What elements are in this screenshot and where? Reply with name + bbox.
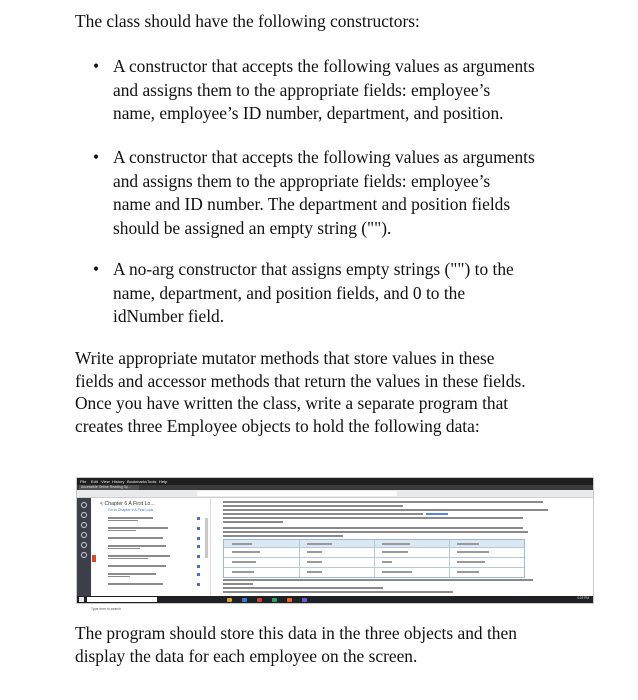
browser-toolbar: [77, 490, 593, 498]
bullet-line: idNumber field.: [113, 306, 225, 326]
toc-link: Go to Chapter 6 A First Look: [108, 508, 154, 512]
bullet-line: A constructor that accepts the following values as arguments: [113, 147, 535, 167]
bullet-line: name, employee’s ID number, department, and position.: [113, 103, 504, 123]
menu-item: Help: [159, 479, 168, 484]
text-line: [223, 591, 453, 593]
toc-entry: [102, 516, 202, 522]
menu-item: View: [101, 479, 110, 484]
os-taskbar: [77, 595, 593, 611]
toc-entry: [102, 536, 202, 542]
taskbar-clock: 4:19 PM: [577, 595, 589, 600]
intro-text: The class should have the following constructors:: [75, 11, 420, 31]
taskbar-search-text: Type here to search: [91, 607, 121, 611]
nav-icon: [81, 532, 87, 538]
bullet-line: name and ID number. The department and position fields: [113, 194, 511, 214]
paragraph-line: creates three Employee objects to hold the following data:: [75, 415, 480, 436]
embedded-screenshot: [76, 477, 594, 611]
bullet-marker: •: [93, 56, 100, 76]
app-icon: [257, 598, 262, 602]
toc-entry: [102, 564, 202, 570]
taskbar-search: [87, 597, 157, 611]
bullet-line: should be assigned an empty string ("").: [113, 217, 392, 238]
toc-entry: [102, 526, 202, 532]
bullet-line: and assigns them to the appropriate fields: employee’s: [113, 79, 491, 100]
toc-entry: [102, 544, 202, 550]
table-of-contents-panel: [92, 498, 211, 596]
text-line: [426, 513, 448, 515]
reader-side-strip: [77, 498, 91, 596]
text-line: [223, 501, 543, 503]
text-line: [223, 535, 343, 537]
paragraph-line: fields and accessor methods that return the values in these fields.: [75, 370, 526, 391]
employee-data-table: [223, 539, 525, 578]
text-line: [223, 513, 423, 515]
app-icon: [302, 598, 307, 602]
nav-icon: [81, 512, 87, 518]
nav-icon: [81, 502, 87, 508]
bullet-line: A constructor that accepts the following values as arguments: [113, 56, 535, 76]
windows-start-icon: [79, 597, 84, 602]
paragraph-line: Write appropriate mutator methods that store values in these: [75, 348, 495, 368]
text-line: [223, 527, 523, 529]
bullet-marker: •: [93, 147, 100, 167]
text-line: [223, 505, 403, 507]
menu-item: Tools: [147, 479, 157, 484]
constructor-bullet-3: [93, 258, 514, 329]
bullet-marker: •: [93, 259, 100, 279]
menu-item: History: [112, 479, 125, 484]
paragraph-line: The program should store this data in the three objects and then: [75, 623, 517, 643]
menu-item: File: [80, 479, 87, 484]
browser-menu-bar: [77, 478, 593, 485]
folder-icon: [227, 598, 232, 602]
constructor-bullet-2: [93, 146, 535, 240]
toc-entry: [102, 554, 202, 560]
toc-heading: < Chapter 6 A First Lo...: [100, 501, 155, 507]
text-line: [223, 583, 253, 585]
paragraph-line: display the data for each employee on the screen.: [75, 645, 418, 666]
toc-entry: [102, 572, 202, 578]
bullet-line: A no-arg constructor that assigns empty strings ("") to the: [113, 259, 514, 279]
address-bar: [197, 491, 397, 496]
toc-current-marker: [92, 555, 96, 562]
nav-icon: [81, 552, 87, 558]
text-line: [223, 509, 548, 511]
browser-icon: [242, 598, 247, 602]
text-line: [223, 531, 528, 533]
instructions-paragraph: [75, 347, 526, 437]
bullet-line: and assigns them to the appropriate fields: employee’s: [113, 170, 491, 191]
reader-content: [211, 498, 593, 596]
text-line: [223, 587, 383, 589]
nav-icon: [81, 522, 87, 528]
closing-paragraph: [75, 622, 517, 667]
browser-tab: Accessible Online Reading Sy...: [79, 485, 139, 490]
constructor-bullet-1: [93, 55, 535, 126]
toc-scrollbar: [205, 518, 208, 558]
toc-entry: [102, 582, 202, 588]
app-icon: [272, 598, 277, 602]
paragraph-line: Once you have written the class, write a separate program that: [75, 393, 509, 413]
text-line: [223, 579, 533, 581]
text-line: [223, 517, 523, 519]
menu-item: Bookmarks: [127, 479, 148, 484]
bullet-line: name, department, and position fields, and 0 to the: [113, 282, 466, 303]
menu-item: Edit: [91, 479, 98, 484]
nav-icon: [81, 542, 87, 548]
text-line: [223, 521, 283, 523]
firefox-icon: [287, 598, 292, 602]
